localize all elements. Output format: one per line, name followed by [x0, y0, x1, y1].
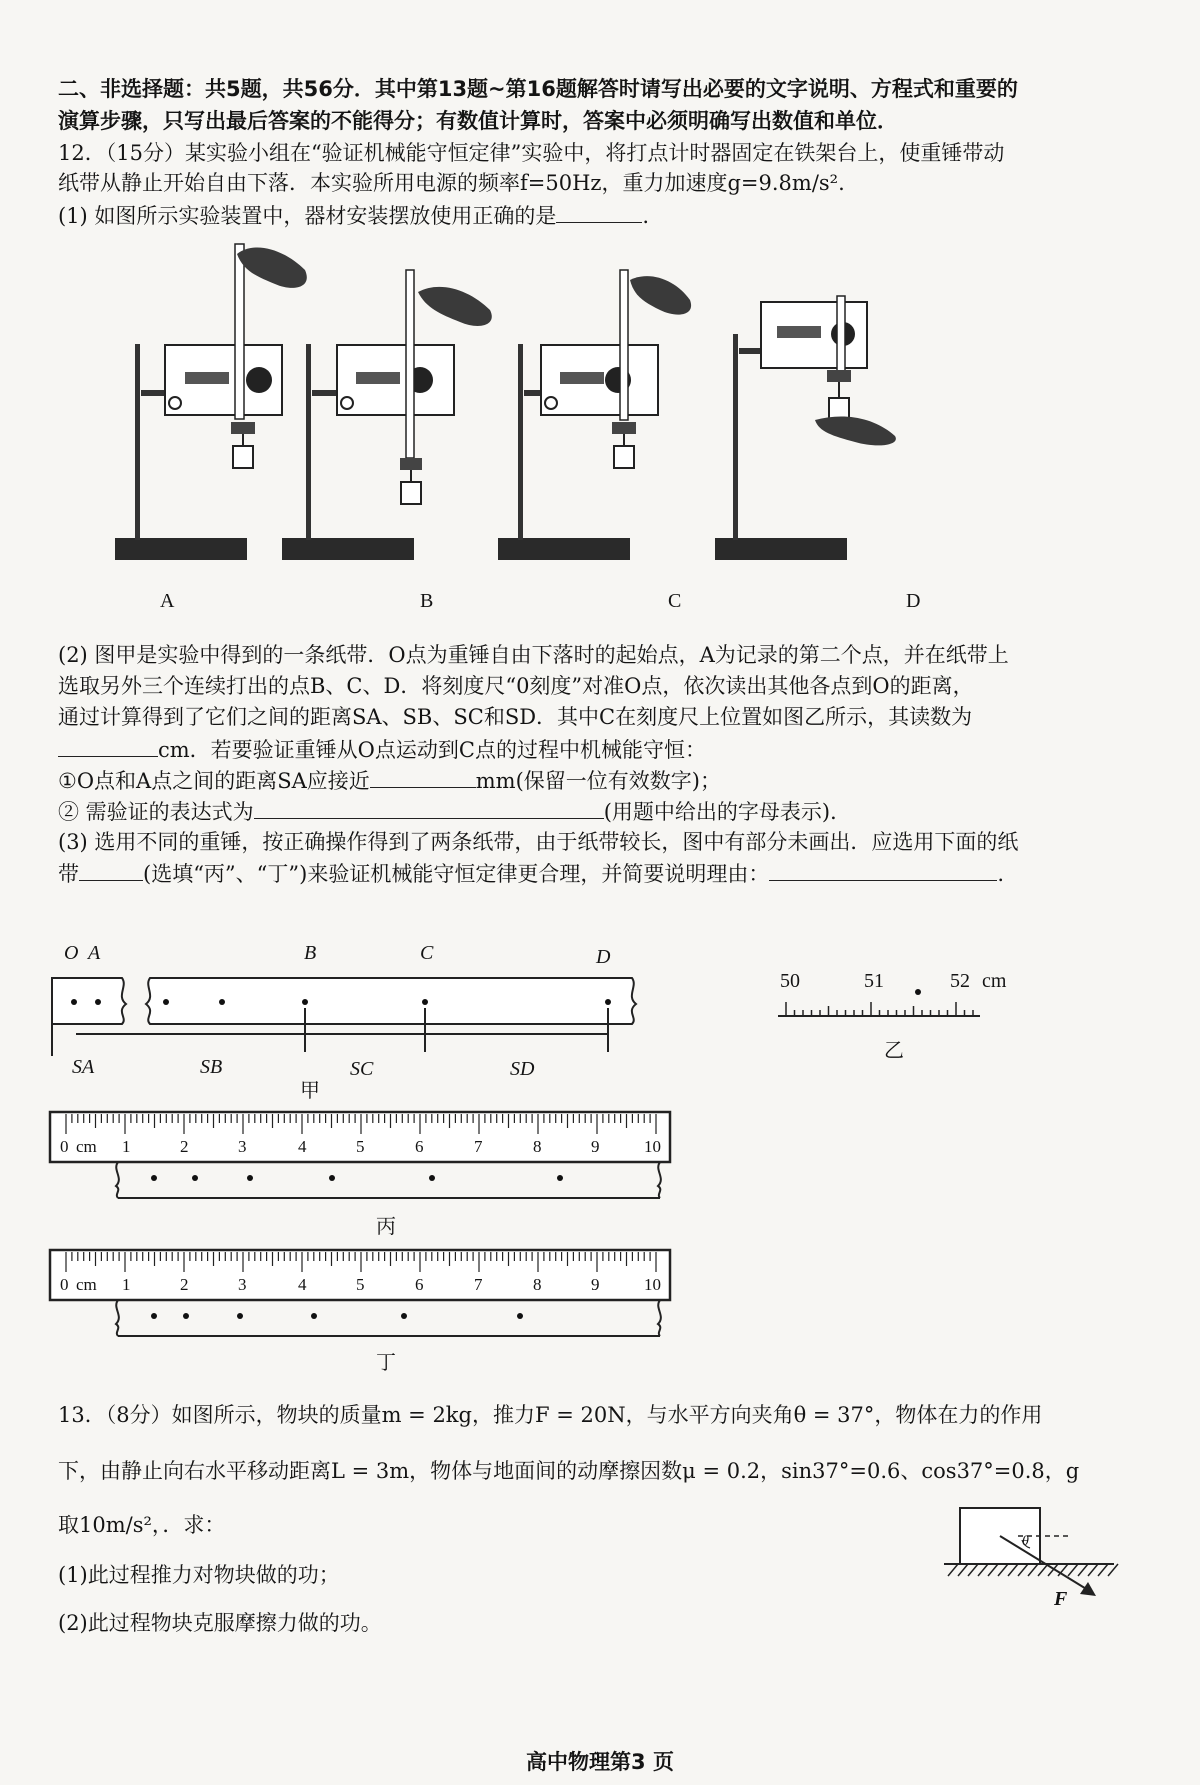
ground-hatch: [1108, 1564, 1118, 1576]
tape-caption-ding: 丁: [376, 1352, 396, 1374]
ruler-ding-5: 5: [356, 1275, 365, 1294]
q12-part1-text: (1) 如图所示实验装置中，器材安装摆放使用正确的是: [58, 204, 557, 228]
ruler-bing-2: 2: [180, 1137, 189, 1156]
q12-part2-line2: 选取另外三个连续打出的点B、C、D．将刻度尺“0刻度”对准O点，依次读出其他各点到O的距离，: [58, 674, 974, 698]
tape-label-c: C: [420, 942, 434, 964]
tape-segment-sa: SA: [72, 1056, 95, 1078]
page-footer: 高中物理第3 页: [526, 1750, 674, 1774]
ruler-bing-unit: cm: [76, 1137, 97, 1156]
ruler-bing-8: 8: [533, 1137, 542, 1156]
ruler-yi-label-51: 51: [864, 970, 884, 992]
ruler-ding-8: 8: [533, 1275, 542, 1294]
ruler-yi-caption: 乙: [884, 1040, 904, 1062]
q12-sub1-tail: mm(保留一位有效数字)；: [475, 769, 721, 793]
force-label: F: [1054, 1588, 1068, 1610]
option-label-d: D: [906, 590, 921, 612]
ruler-ding-4: 4: [298, 1275, 307, 1294]
ground-hatch: [988, 1564, 998, 1576]
angle-label: θ: [1022, 1534, 1029, 1549]
option-label-c: C: [668, 590, 682, 612]
ruler-bing-3: 3: [238, 1137, 247, 1156]
ground-hatch: [978, 1564, 988, 1576]
ground-hatch: [1038, 1564, 1048, 1576]
ruler-bing-5: 5: [356, 1137, 365, 1156]
tape-label-b: B: [304, 942, 317, 964]
q12-sub2-tail: (用题中给出的字母表示)．: [603, 800, 852, 824]
ruler-ding-2: 2: [180, 1275, 189, 1294]
ruler-bing-6: 6: [415, 1137, 424, 1156]
tape-label-o: O: [64, 942, 79, 964]
tape-segment-sb: SB: [200, 1056, 223, 1078]
ruler-ding-7: 7: [474, 1275, 483, 1294]
ruler-bing-zero: 0: [60, 1137, 69, 1156]
section-header-line1: 二、非选择题：共5题，共56分．其中第13题~第16题解答时请写出必要的文字说明、方程式和重要的: [58, 77, 1018, 101]
q12-sub2-text: ② 需验证的表达式为: [58, 800, 254, 824]
tape-label-d: D: [596, 946, 611, 968]
ground-hatch: [1008, 1564, 1018, 1576]
option-label-b: B: [420, 590, 434, 612]
q12-part2-line4-text: cm．若要验证重锤从O点运动到C点的过程中机械能守恒：: [158, 738, 706, 762]
q12-part1: (1) 如图所示实验装置中，器材安装摆放使用正确的是 .: [58, 200, 1138, 231]
q13-line1: 13．（8分）如图所示，物块的质量m = 2kg，推力F = 20N，与水平方向夹角θ = 37°，物体在力的作用: [58, 1403, 1043, 1427]
tape-caption-jia: 甲: [300, 1080, 320, 1102]
ruler-bing-1: 1: [122, 1137, 131, 1156]
ground-hatch: [1068, 1564, 1078, 1576]
ruler-bing-9: 9: [591, 1137, 600, 1156]
q12-part3-line1: (3) 选用不同的重锤，按正确操作得到了两条纸带，由于纸带较长，图中有部分未画出．应选用下面的纸: [58, 830, 1019, 854]
section-header-line2: 演算步骤，只写出最后答案的不能得分；有数值计算时，答案中必须明确写出数值和单位．: [58, 109, 898, 133]
ruler-ding-zero: 0: [60, 1275, 69, 1294]
q12-part3-text: 带: [58, 862, 79, 886]
q13-ask1: (1)此过程推力对物块做的功；: [58, 1563, 340, 1587]
ruler-yi-label-50: 50: [780, 970, 800, 992]
ruler-ding-9: 9: [591, 1275, 600, 1294]
ruler-ding-10: 10: [644, 1275, 661, 1294]
q12-intro-line2: 纸带从静止开始自由下落．本实验所用电源的频率f=50Hz，重力加速度g=9.8m/s².: [58, 171, 845, 195]
option-label-a: A: [160, 590, 175, 612]
ruler-ding-6: 6: [415, 1275, 424, 1294]
ground-hatch: [1078, 1564, 1088, 1576]
q13-ask2: (2)此过程物块克服摩擦力做的功。: [58, 1611, 382, 1635]
tape-segment-sc: SC: [350, 1058, 374, 1080]
q12-part3-tail: (选填“丙”、“丁”)来验证机械能守恒定律更合理，并简要说明理由：: [143, 862, 770, 886]
ruler-bing-4: 4: [298, 1137, 307, 1156]
ruler-yi-label-52: 52: [950, 970, 970, 992]
ruler-ding-3: 3: [238, 1275, 247, 1294]
ground-hatch: [1028, 1564, 1038, 1576]
tape-caption-bing: 丙: [376, 1216, 396, 1238]
ground-hatch: [968, 1564, 978, 1576]
ground-hatch: [948, 1564, 958, 1576]
q13-line3: 取10m/s²，．求：: [58, 1513, 226, 1537]
q12-part3-line2: 带 (选填“丙”、“丁”)来验证机械能守恒定律更合理，并简要说明理由： .: [58, 858, 1138, 889]
ruler-ding-1: 1: [122, 1275, 131, 1294]
q12-sub1-text: ①O点和A点之间的距离SA应接近: [58, 769, 370, 793]
ground-hatch: [1098, 1564, 1108, 1576]
tape-label-a: A: [88, 942, 101, 964]
ruler-ding-unit: cm: [76, 1275, 97, 1294]
q12-part2-line1: (2) 图甲是实验中得到的一条纸带．O点为重锤自由下落时的起始点，A为记录的第二个点，并在纸带上: [58, 643, 1009, 667]
q12-intro-line1: 12．（15分）某实验小组在“验证机械能守恒定律”实验中，将打点计时器固定在铁架台上，使重锤带动: [58, 141, 1005, 165]
q13-line2: 下，由静止向右水平移动距离L = 3m，物体与地面间的动摩擦因数μ = 0.2，sin37°=0.6、cos37°=0.8，g: [58, 1459, 1080, 1483]
tape-segment-sd: SD: [510, 1058, 535, 1080]
ruler-bing-10: 10: [644, 1137, 661, 1156]
ruler-yi-unit: cm: [982, 970, 1007, 992]
q12-part2-line3: 通过计算得到了它们之间的距离SA、SB、SC和SD．其中C在刻度尺上位置如图乙所示，其读数为: [58, 705, 973, 729]
ground-hatch: [998, 1564, 1008, 1576]
ruler-bing-7: 7: [474, 1137, 483, 1156]
ground-hatch: [1088, 1564, 1098, 1576]
ground-hatch: [958, 1564, 968, 1576]
ground-hatch: [1018, 1564, 1028, 1576]
